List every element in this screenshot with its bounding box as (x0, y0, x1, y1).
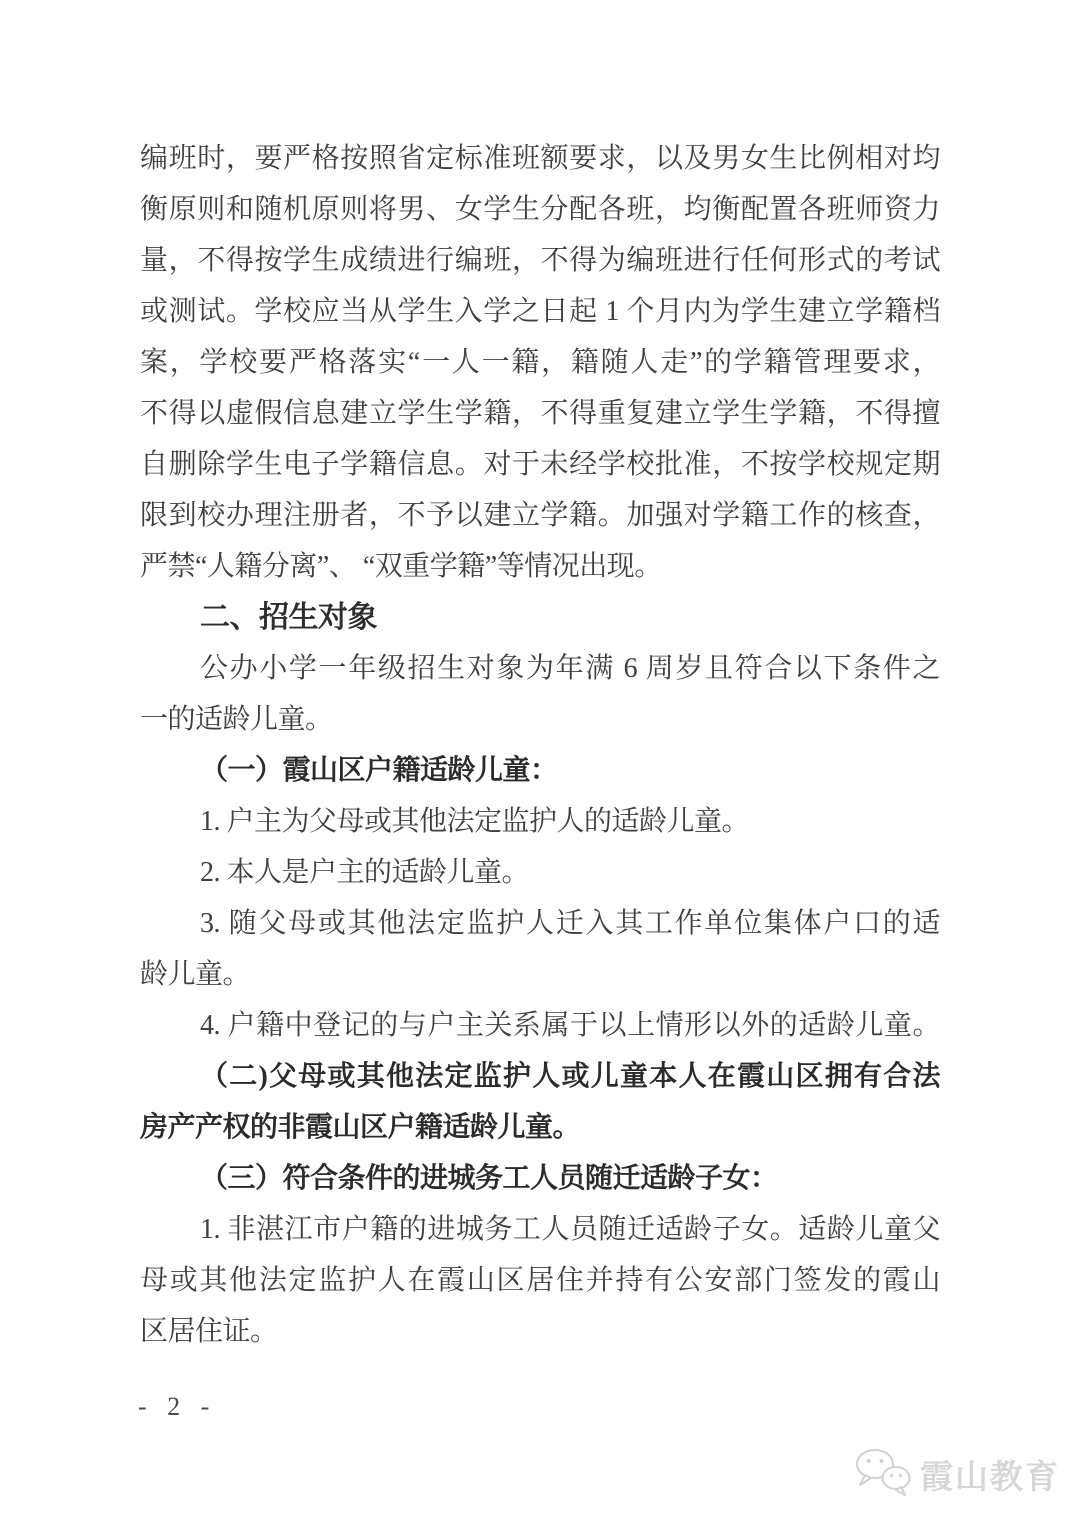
page-number: - 2 - (138, 1392, 217, 1421)
text-line: 区居住证。 (140, 1316, 278, 1347)
subsection-heading: （三）符合条件的进城务工人员随迁适龄子女： (200, 1163, 778, 1194)
text-line: 母或其他法定监护人在霞山区居住并持有公安部门签发的霞山 (140, 1265, 940, 1296)
text-line: 严禁“人籍分离”、 “双重学籍”等情况出现。 (140, 551, 662, 582)
text-line: 2. 本人是户主的适龄儿童。 (200, 857, 530, 888)
text-line: 不得以虚假信息建立学生学籍，不得重复建立学生学籍，不得擅 (140, 398, 940, 429)
text-line: 3. 随父母或其他法定监护人迁入其工作单位集体户口的适 (200, 908, 940, 939)
text-line: 1. 非湛江市户籍的进城务工人员随迁适龄子女。适龄儿童父 (200, 1214, 940, 1245)
text-line: 4. 户籍中登记的与户主关系属于以上情形以外的适龄儿童。 (200, 1010, 940, 1041)
document-page (140, 133, 940, 1357)
subsection-heading: （一）霞山区户籍适龄儿童： (200, 755, 558, 786)
text-line: 或测试。学校应当从学生入学之日起 1 个月内为学生建立学籍档 (140, 296, 940, 327)
wechat-icon (854, 1448, 912, 1501)
text-line: 编班时，要严格按照省定标准班额要求，以及男女生比例相对均 (140, 143, 940, 174)
text-line: 案，学校要严格落实“一人一籍，籍随人走”的学籍管理要求， (140, 347, 940, 378)
text-line: 一的适龄儿童。 (140, 704, 333, 735)
watermark (854, 1448, 1060, 1501)
text-line: 量，不得按学生成绩进行编班，不得为编班进行任何形式的考试 (140, 245, 940, 276)
text-line: 衡原则和随机原则将男、女学生分配各班，均衡配置各班师资力 (140, 194, 940, 225)
text-line: 自删除学生电子学籍信息。对于未经学校批准，不按学校规定期 (140, 449, 940, 480)
text-line: 龄儿童。 (140, 959, 251, 990)
text-line: 限到校办理注册者，不予以建立学籍。加强对学籍工作的核查， (140, 500, 940, 531)
section-heading: 二、招生对象 (200, 601, 377, 634)
text-line: 1. 户主为父母或其他法定监护人的适龄儿童。 (200, 806, 750, 837)
subsection-heading: （二)父母或其他法定监护人或儿童本人在霞山区拥有合法 (200, 1061, 940, 1092)
text-line: 公办小学一年级招生对象为年满 6 周岁且符合以下条件之 (200, 653, 940, 684)
watermark-label: 霞山教育 (920, 1458, 1060, 1495)
subsection-heading: 房产产权的非霞山区户籍适龄儿童。 (140, 1112, 581, 1143)
